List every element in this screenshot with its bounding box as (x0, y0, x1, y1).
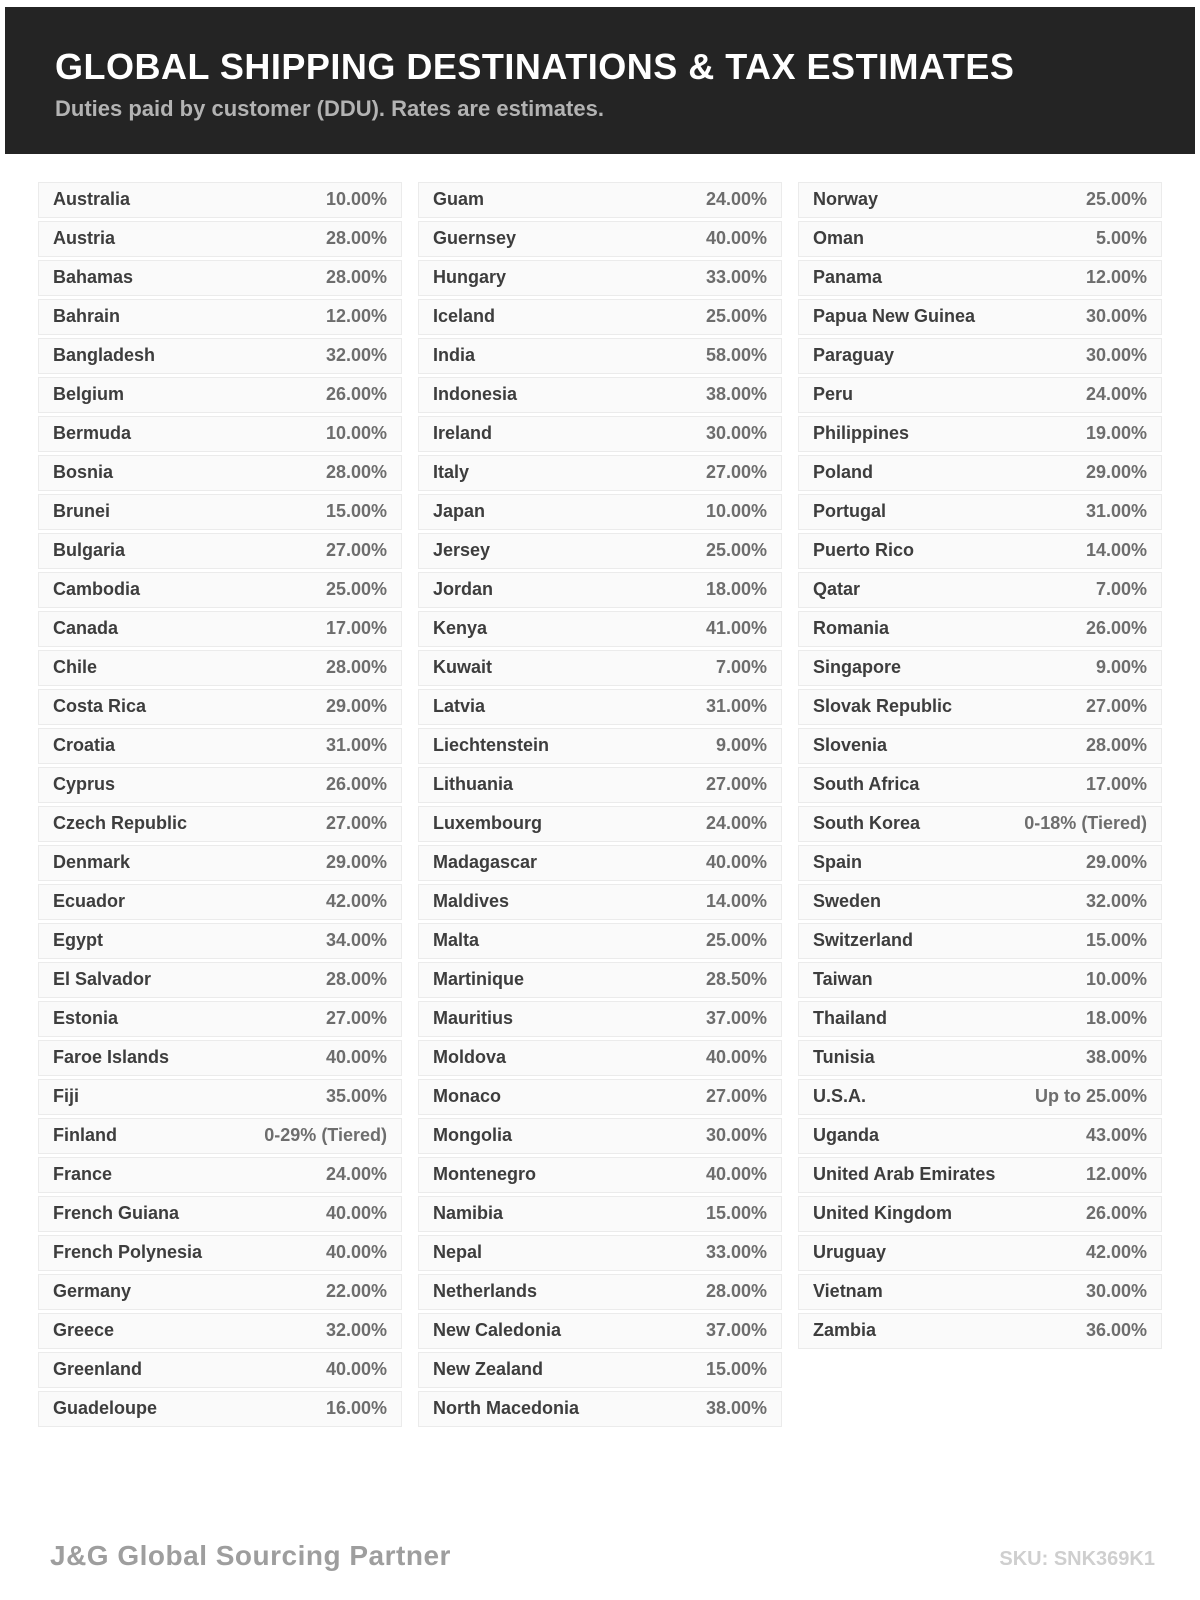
rate-value: 35.00% (325, 1086, 387, 1107)
rate-value: 27.00% (325, 813, 387, 834)
table-row (798, 845, 1162, 881)
table-row (418, 572, 782, 608)
table-row (798, 494, 1162, 530)
table-row (418, 533, 782, 569)
rate-value: 42.00% (1085, 1242, 1147, 1263)
table-row (798, 299, 1162, 335)
country-name: Portugal (813, 501, 887, 522)
rate-value: 27.00% (1085, 696, 1147, 717)
rate-value: 25.00% (325, 579, 387, 600)
table-row (418, 1235, 782, 1271)
country-name: French Polynesia (53, 1242, 203, 1263)
table-row (798, 1235, 1162, 1271)
country-name: Estonia (53, 1008, 119, 1029)
rate-value: 42.00% (325, 891, 387, 912)
rate-value: 0-18% (Tiered) (1024, 813, 1147, 834)
rate-value: 32.00% (1085, 891, 1147, 912)
rate-value: 27.00% (325, 1008, 387, 1029)
rate-value: 29.00% (1085, 852, 1147, 873)
rate-value: 40.00% (705, 228, 767, 249)
rate-value: 12.00% (325, 306, 387, 327)
table-row (798, 416, 1162, 452)
table-row (38, 884, 402, 920)
rate-value: 36.00% (1085, 1320, 1147, 1341)
rate-value: 32.00% (325, 1320, 387, 1341)
rate-value: 28.00% (1085, 735, 1147, 756)
table-row (798, 182, 1162, 218)
country-name: Norway (813, 189, 879, 210)
table-row (798, 533, 1162, 569)
rate-value: 7.00% (1095, 579, 1147, 600)
table-row (798, 923, 1162, 959)
rate-value: 16.00% (325, 1398, 387, 1419)
table-row (418, 1157, 782, 1193)
table-row (798, 338, 1162, 374)
table-row (38, 260, 402, 296)
table-row (418, 1313, 782, 1349)
country-name: Ireland (433, 423, 493, 444)
country-name: Kenya (433, 618, 488, 639)
rate-value: 22.00% (325, 1281, 387, 1302)
rate-value: 12.00% (1085, 1164, 1147, 1185)
table-row (38, 455, 402, 491)
country-name: New Caledonia (433, 1320, 562, 1341)
rate-value: 27.00% (705, 462, 767, 483)
country-name: Netherlands (433, 1281, 538, 1302)
rate-value: 26.00% (1085, 618, 1147, 639)
country-name: Oman (813, 228, 865, 249)
country-name: Peru (813, 384, 854, 405)
rate-value: 17.00% (325, 618, 387, 639)
rate-value: 30.00% (1085, 345, 1147, 366)
country-name: Switzerland (813, 930, 914, 951)
rate-value: 15.00% (705, 1203, 767, 1224)
rate-value: 29.00% (1085, 462, 1147, 483)
table-row (798, 1040, 1162, 1076)
rate-value: 24.00% (705, 813, 767, 834)
country-name: Guadeloupe (53, 1398, 158, 1419)
table-row (798, 572, 1162, 608)
table-row (798, 260, 1162, 296)
rates-column-1 (38, 182, 402, 1430)
rate-value: 31.00% (705, 696, 767, 717)
table-row (418, 884, 782, 920)
rate-value: 10.00% (705, 501, 767, 522)
rates-table (0, 154, 1200, 1430)
table-row (798, 1313, 1162, 1349)
rate-value: 17.00% (1085, 774, 1147, 795)
rate-value: 28.00% (705, 1281, 767, 1302)
country-name: Bosnia (53, 462, 114, 483)
rate-value: 9.00% (1095, 657, 1147, 678)
rate-value: 31.00% (1085, 501, 1147, 522)
country-name: Tunisia (813, 1047, 875, 1068)
rate-value: 12.00% (1085, 267, 1147, 288)
rate-value: 28.50% (705, 969, 767, 990)
country-name: New Zealand (433, 1359, 544, 1380)
table-row (798, 1196, 1162, 1232)
table-row (38, 962, 402, 998)
table-row (418, 806, 782, 842)
country-name: Greece (53, 1320, 115, 1341)
table-row (38, 1274, 402, 1310)
rate-value: 24.00% (1085, 384, 1147, 405)
table-row (38, 1157, 402, 1193)
rate-value: 38.00% (1085, 1047, 1147, 1068)
country-name: France (53, 1164, 113, 1185)
rate-value: 40.00% (705, 852, 767, 873)
table-row (38, 611, 402, 647)
country-name: Madagascar (433, 852, 538, 873)
rate-value: 15.00% (705, 1359, 767, 1380)
country-name: Panama (813, 267, 883, 288)
rate-value: 25.00% (1085, 189, 1147, 210)
rate-value: 15.00% (1085, 930, 1147, 951)
rate-value: 9.00% (715, 735, 767, 756)
table-row (798, 806, 1162, 842)
country-name: Mongolia (433, 1125, 512, 1146)
rate-value: 33.00% (705, 1242, 767, 1263)
country-name: Costa Rica (53, 696, 147, 717)
table-row (798, 1001, 1162, 1037)
country-name: Liechtenstein (433, 735, 550, 756)
country-name: Slovak Republic (813, 696, 953, 717)
country-name: Chile (53, 657, 98, 678)
rate-value: 7.00% (715, 657, 767, 678)
table-row (418, 1001, 782, 1037)
table-row (38, 845, 402, 881)
country-name: Montenegro (433, 1164, 536, 1185)
rate-value: 33.00% (705, 267, 767, 288)
table-row (418, 377, 782, 413)
country-name: Cambodia (53, 579, 141, 600)
table-row (418, 923, 782, 959)
table-row (38, 1079, 402, 1115)
rate-value: 28.00% (325, 657, 387, 678)
table-row (418, 299, 782, 335)
table-row (418, 845, 782, 881)
rate-value: 18.00% (1085, 1008, 1147, 1029)
country-name: Romania (813, 618, 890, 639)
rate-value: 30.00% (1085, 306, 1147, 327)
table-row (798, 884, 1162, 920)
table-row (798, 1157, 1162, 1193)
rate-value: 26.00% (325, 774, 387, 795)
country-name: Philippines (813, 423, 910, 444)
country-name: Brunei (53, 501, 111, 522)
table-row (38, 728, 402, 764)
page-subtitle: Duties paid by customer (DDU). Rates are estimates. (55, 95, 604, 121)
country-name: India (433, 345, 476, 366)
rates-column-3 (798, 182, 1162, 1352)
country-name: Taiwan (813, 969, 873, 990)
rate-value: 5.00% (1095, 228, 1147, 249)
table-row (38, 494, 402, 530)
country-name: U.S.A. (813, 1086, 867, 1107)
rate-value: 40.00% (325, 1203, 387, 1224)
table-row (38, 1118, 402, 1154)
rate-value: 29.00% (325, 852, 387, 873)
rate-value: 26.00% (325, 384, 387, 405)
rate-value: 27.00% (325, 540, 387, 561)
sku-label: SKU: SNK369K1 (999, 1548, 1155, 1570)
rate-value: 25.00% (705, 306, 767, 327)
rate-value: 26.00% (1085, 1203, 1147, 1224)
rate-value: 41.00% (705, 618, 767, 639)
table-row (38, 1391, 402, 1427)
country-name: United Arab Emirates (813, 1164, 996, 1185)
country-name: South Korea (813, 813, 921, 834)
table-row (418, 182, 782, 218)
country-name: Ecuador (53, 891, 126, 912)
country-name: Poland (813, 462, 874, 483)
table-row (798, 962, 1162, 998)
table-row (798, 767, 1162, 803)
rate-value: 28.00% (325, 969, 387, 990)
table-row (38, 572, 402, 608)
brand-name: J&G Global Sourcing Partner (50, 1540, 451, 1571)
table-row (38, 650, 402, 686)
table-row (38, 1352, 402, 1388)
rate-value: 31.00% (325, 735, 387, 756)
rate-value: 40.00% (325, 1047, 387, 1068)
rate-value: 40.00% (325, 1359, 387, 1380)
rate-value: 10.00% (1085, 969, 1147, 990)
country-name: Finland (53, 1125, 117, 1146)
country-name: El Salvador (53, 969, 152, 990)
country-name: Bulgaria (53, 540, 126, 561)
country-name: Greenland (53, 1359, 143, 1380)
rate-value: 27.00% (705, 774, 767, 795)
page-footer (0, 1540, 1200, 1600)
rate-value: 10.00% (325, 189, 387, 210)
table-row (418, 1352, 782, 1388)
country-name: Faroe Islands (53, 1047, 170, 1068)
rate-value: 29.00% (325, 696, 387, 717)
rate-value: 38.00% (705, 384, 767, 405)
rate-value: 40.00% (705, 1164, 767, 1185)
table-row (38, 377, 402, 413)
table-row (798, 1274, 1162, 1310)
table-row (418, 494, 782, 530)
country-name: Lithuania (433, 774, 513, 795)
country-name: Bahrain (53, 306, 121, 327)
rate-value: 43.00% (1085, 1125, 1147, 1146)
table-row (38, 1313, 402, 1349)
country-name: Nepal (433, 1242, 483, 1263)
country-name: Martinique (433, 969, 525, 990)
country-name: Japan (433, 501, 486, 522)
table-row (418, 1118, 782, 1154)
rates-column-2 (418, 182, 782, 1430)
table-row (798, 377, 1162, 413)
rate-value: 14.00% (1085, 540, 1147, 561)
rate-value: 14.00% (705, 891, 767, 912)
country-name: United Kingdom (813, 1203, 952, 1224)
table-row (418, 221, 782, 257)
country-name: Fiji (53, 1086, 79, 1107)
table-row (418, 455, 782, 491)
country-name: Spain (813, 852, 863, 873)
table-row (798, 650, 1162, 686)
table-row (798, 611, 1162, 647)
table-row (38, 689, 402, 725)
country-name: Zambia (813, 1320, 877, 1341)
table-row (38, 1001, 402, 1037)
rate-value: 30.00% (705, 423, 767, 444)
country-name: Singapore (813, 657, 902, 678)
table-row (418, 1040, 782, 1076)
country-name: Belgium (53, 384, 125, 405)
rate-value: 34.00% (325, 930, 387, 951)
country-name: Germany (53, 1281, 132, 1302)
country-name: Australia (53, 189, 131, 210)
rate-value: 28.00% (325, 462, 387, 483)
country-name: North Macedonia (433, 1398, 580, 1419)
table-row (798, 455, 1162, 491)
rate-value: 32.00% (325, 345, 387, 366)
country-name: Bahamas (53, 267, 134, 288)
country-name: Hungary (433, 267, 507, 288)
country-name: Guernsey (433, 228, 517, 249)
table-row (418, 1391, 782, 1427)
country-name: Canada (53, 618, 119, 639)
country-name: Sweden (813, 891, 882, 912)
table-row (38, 182, 402, 218)
country-name: Maldives (433, 891, 510, 912)
country-name: Qatar (813, 579, 861, 600)
rate-value: 0-29% (Tiered) (264, 1125, 387, 1146)
table-row (418, 689, 782, 725)
table-row (38, 416, 402, 452)
rate-value: 28.00% (325, 228, 387, 249)
country-name: Thailand (813, 1008, 888, 1029)
country-name: Luxembourg (433, 813, 543, 834)
country-name: Jersey (433, 540, 491, 561)
country-name: Egypt (53, 930, 104, 951)
country-name: Malta (433, 930, 480, 951)
table-row (418, 1079, 782, 1115)
country-name: French Guiana (53, 1203, 180, 1224)
table-row (798, 689, 1162, 725)
table-row (798, 221, 1162, 257)
rate-value: 30.00% (1085, 1281, 1147, 1302)
country-name: Kuwait (433, 657, 493, 678)
table-row (418, 728, 782, 764)
country-name: Czech Republic (53, 813, 188, 834)
rate-value: 10.00% (325, 423, 387, 444)
country-name: Indonesia (433, 384, 518, 405)
table-row (798, 1079, 1162, 1115)
page-header (5, 7, 1195, 154)
table-row (38, 1196, 402, 1232)
country-name: Moldova (433, 1047, 507, 1068)
table-row (418, 1274, 782, 1310)
rate-value: 40.00% (705, 1047, 767, 1068)
table-row (38, 767, 402, 803)
table-row (38, 299, 402, 335)
rate-value: 58.00% (705, 345, 767, 366)
country-name: Paraguay (813, 345, 895, 366)
table-row (38, 338, 402, 374)
table-row (418, 260, 782, 296)
country-name: Uruguay (813, 1242, 887, 1263)
table-row (38, 221, 402, 257)
country-name: Guam (433, 189, 485, 210)
rate-value: 19.00% (1085, 423, 1147, 444)
country-name: South Africa (813, 774, 920, 795)
table-row (418, 338, 782, 374)
rate-value: 15.00% (325, 501, 387, 522)
country-name: Slovenia (813, 735, 888, 756)
table-row (38, 533, 402, 569)
rate-value: 37.00% (705, 1320, 767, 1341)
country-name: Croatia (53, 735, 116, 756)
rate-value: 40.00% (325, 1242, 387, 1263)
country-name: Jordan (433, 579, 494, 600)
rate-value: 18.00% (705, 579, 767, 600)
country-name: Uganda (813, 1125, 880, 1146)
table-row (38, 806, 402, 842)
country-name: Latvia (433, 696, 486, 717)
page-title: GLOBAL SHIPPING DESTINATIONS & TAX ESTIMATES (55, 46, 1015, 87)
table-row (798, 728, 1162, 764)
rate-value: 30.00% (705, 1125, 767, 1146)
country-name: Monaco (433, 1086, 502, 1107)
rate-value: 24.00% (705, 189, 767, 210)
table-row (418, 1196, 782, 1232)
country-name: Bermuda (53, 423, 132, 444)
country-name: Iceland (433, 306, 496, 327)
rate-value: 27.00% (705, 1086, 767, 1107)
rate-value: 37.00% (705, 1008, 767, 1029)
country-name: Mauritius (433, 1008, 514, 1029)
country-name: Bangladesh (53, 345, 156, 366)
table-row (38, 1040, 402, 1076)
rate-value: 38.00% (705, 1398, 767, 1419)
rate-value: 25.00% (705, 930, 767, 951)
country-name: Denmark (53, 852, 131, 873)
table-row (418, 650, 782, 686)
rate-value: 28.00% (325, 267, 387, 288)
rate-value: 25.00% (705, 540, 767, 561)
table-row (418, 416, 782, 452)
country-name: Papua New Guinea (813, 306, 976, 327)
table-row (798, 1118, 1162, 1154)
table-row (38, 923, 402, 959)
table-row (418, 611, 782, 647)
rate-value: Up to 25.00% (1034, 1086, 1147, 1107)
country-name: Cyprus (53, 774, 116, 795)
country-name: Puerto Rico (813, 540, 915, 561)
table-row (418, 962, 782, 998)
table-row (418, 767, 782, 803)
country-name: Namibia (433, 1203, 504, 1224)
table-row (38, 1235, 402, 1271)
country-name: Vietnam (813, 1281, 883, 1302)
country-name: Italy (433, 462, 470, 483)
rate-value: 24.00% (325, 1164, 387, 1185)
country-name: Austria (53, 228, 116, 249)
